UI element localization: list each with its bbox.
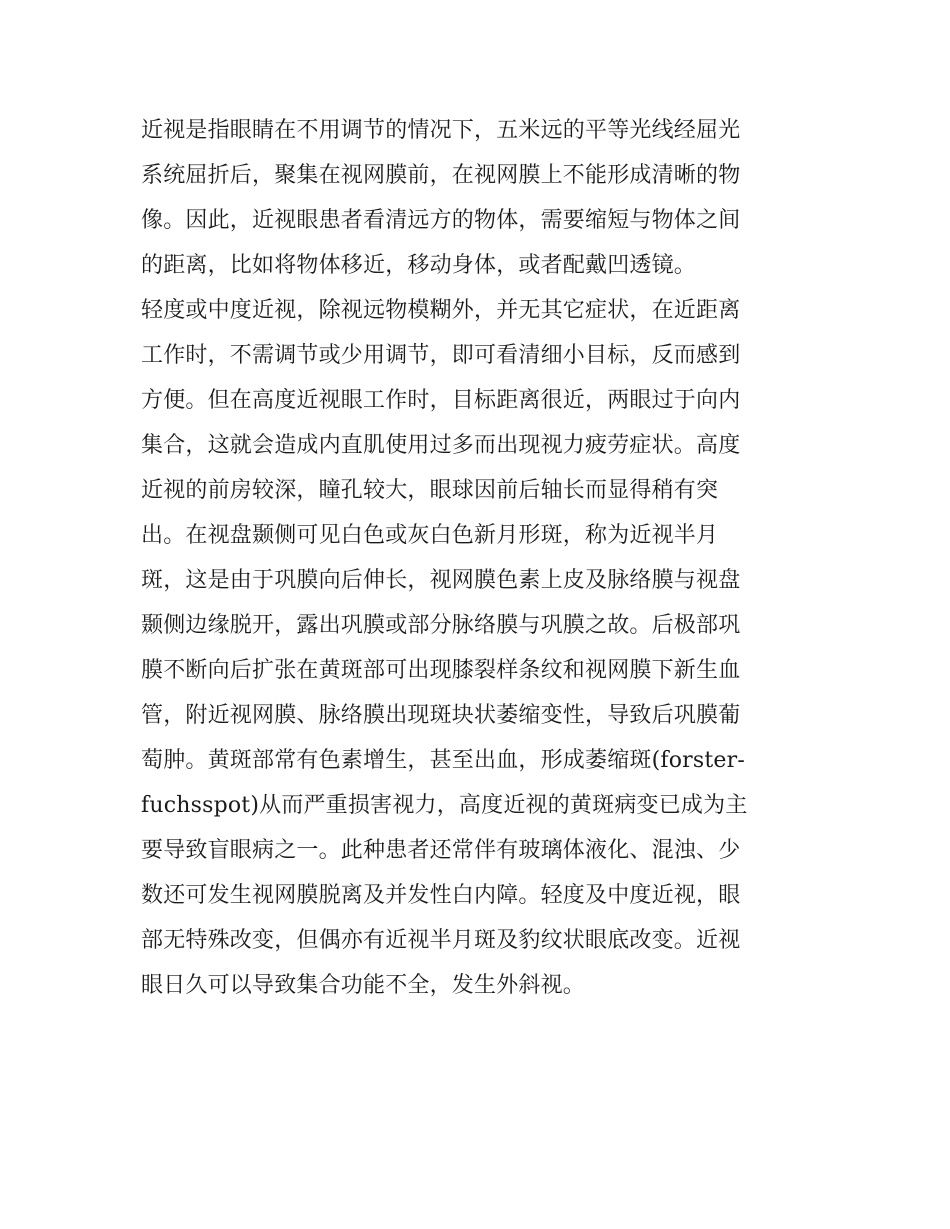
text-line: 工作时，不需调节或少用调节，即可看清细小目标，反而感到	[141, 343, 741, 368]
text-line: 颞侧边缘脱开，露出巩膜或部分脉络膜与巩膜之故。后极部巩	[141, 613, 741, 638]
paragraph-2	[141, 288, 821, 1008]
text-line: 部无特殊改变，但偶亦有近视半月斑及豹纹状眼底改变。近视	[141, 928, 741, 953]
text-line: 出。在视盘颞侧可见白色或灰白色新月形斑，称为近视半月	[141, 523, 719, 548]
document-body	[141, 108, 821, 1008]
text-line: 方便。但在高度近视眼工作时，目标距离很近，两眼过于向内	[141, 388, 741, 413]
text-line: 系统屈折后，聚集在视网膜前，在视网膜上不能形成清晰的物	[141, 163, 741, 188]
text-line: 的距离，比如将物体移近，移动身体，或者配戴凹透镜。	[141, 253, 697, 278]
text-line: 萄肿。黄斑部常有色素增生，甚至出血，形成萎缩斑(forster-	[141, 748, 745, 773]
text-line: 膜不断向后扩张在黄斑部可出现膝裂样条纹和视网膜下新生血	[141, 658, 741, 683]
text-line: fuchsspot)从而严重损害视力，高度近视的黄斑病变已成为主	[141, 793, 748, 818]
paragraph-1	[141, 108, 821, 288]
text-line: 集合，这就会造成内直肌使用过多而出现视力疲劳症状。高度	[141, 433, 741, 458]
text-line: 近视的前房较深，瞳孔较大，眼球因前后轴长而显得稍有突	[141, 478, 719, 503]
text-line: 眼日久可以导致集合功能不全，发生外斜视。	[141, 973, 586, 998]
text-line: 轻度或中度近视，除视远物模糊外，并无其它症状，在近距离	[141, 298, 741, 323]
text-line: 像。因此，近视眼患者看清远方的物体，需要缩短与物体之间	[141, 208, 741, 233]
text-line: 数还可发生视网膜脱离及并发性白内障。轻度及中度近视，眼	[141, 883, 741, 908]
text-line: 近视是指眼睛在不用调节的情况下，五米远的平等光线经屈光	[141, 118, 741, 143]
text-line: 斑，这是由于巩膜向后伸长，视网膜色素上皮及脉络膜与视盘	[141, 568, 741, 593]
text-line: 管，附近视网膜、脉络膜出现斑块状萎缩变性，导致后巩膜葡	[141, 703, 741, 728]
text-line: 要导致盲眼病之一。此种患者还常伴有玻璃体液化、混浊、少	[141, 838, 741, 863]
